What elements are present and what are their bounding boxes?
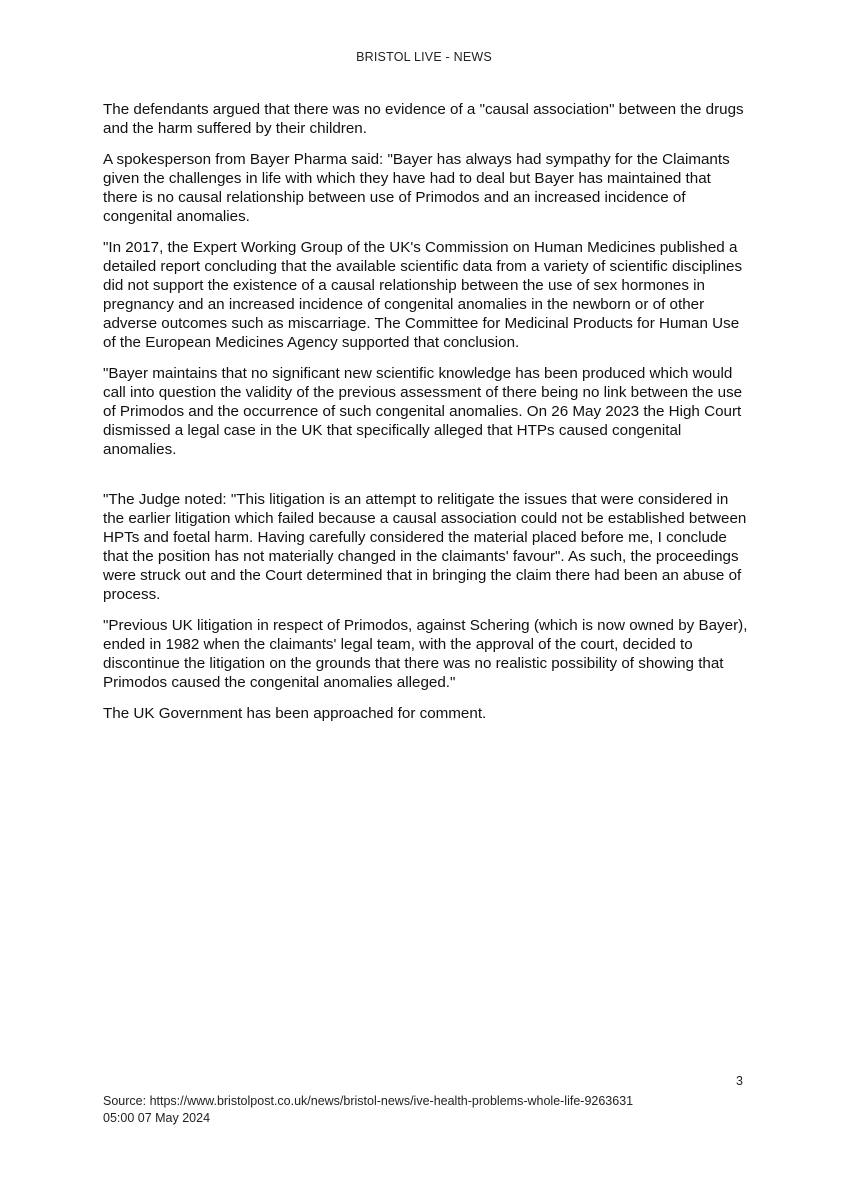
article-paragraph: "The Judge noted: "This litigation is an attempt to relitigate the issues that were considered in the earlier litigation which failed because a causal association could not be established between HPTs and foetal harm. Having carefully considered the material placed before me, I conclude that the position has not materially changed in the claimants' favour". As such, the proceedings were struck out and the Court determined that in bringing the claim there had been an abuse of process. <box>103 491 747 603</box>
publish-timestamp: 05:00 07 May 2024 <box>103 1110 211 1125</box>
article-paragraph: A spokesperson from Bayer Pharma said: "Bayer has always had sympathy for the Claimants given the challenges in life with which they have had to deal but Bayer has maintained that there is no causal relationship between use of Primodos and an increased incidence of congenital anomalies. <box>103 151 730 225</box>
article-body <box>103 100 748 735</box>
article-paragraph: "Previous UK litigation in respect of Primodos, against Schering (which is now owned by Bayer), ended in 1982 when the claimants' legal team, with the approval of the court, decided to discontinue the litigation on the grounds that there was no realistic possibility of showing that Primodos caused the congenital anomalies alleged." <box>103 617 748 691</box>
article-paragraph: "In 2017, the Expert Working Group of the UK's Commission on Human Medicines published a detailed report concluding that the available scientific data from a variety of scientific disciplines did not support the existence of a causal relationship between the use of sex hormones in pregnancy and an increased incidence of congenital anomalies in the newborn or of other adverse outcomes such as miscarriage. The Committee for Medicinal Products for Human Use of the European Medicines Agency supported that conclusion. <box>103 239 743 351</box>
page-number: 3 <box>736 1074 743 1088</box>
page-header: BRISTOL LIVE - NEWS <box>356 50 492 64</box>
article-paragraph: The UK Government has been approached for comment. <box>103 705 487 722</box>
page-footer <box>103 1093 723 1126</box>
source-line <box>103 1093 723 1110</box>
article-paragraph: The defendants argued that there was no evidence of a "causal association" between the drugs and the harm suffered by their children. <box>103 101 744 137</box>
source-url: https://www.bristolpost.co.uk/news/bristol-news/ive-health-problems-whole-life-9263631 <box>149 1094 634 1108</box>
article-paragraph: "Bayer maintains that no significant new scientific knowledge has been produced which would call into question the validity of the previous assessment of there being no link between the use of Primodos and the occurrence of such congenital anomalies. On 26 May 2023 the High Court dismissed a legal case in the UK that specifically alleged that HTPs caused congenital anomalies. <box>103 365 743 458</box>
source-label: Source: <box>103 1094 150 1108</box>
